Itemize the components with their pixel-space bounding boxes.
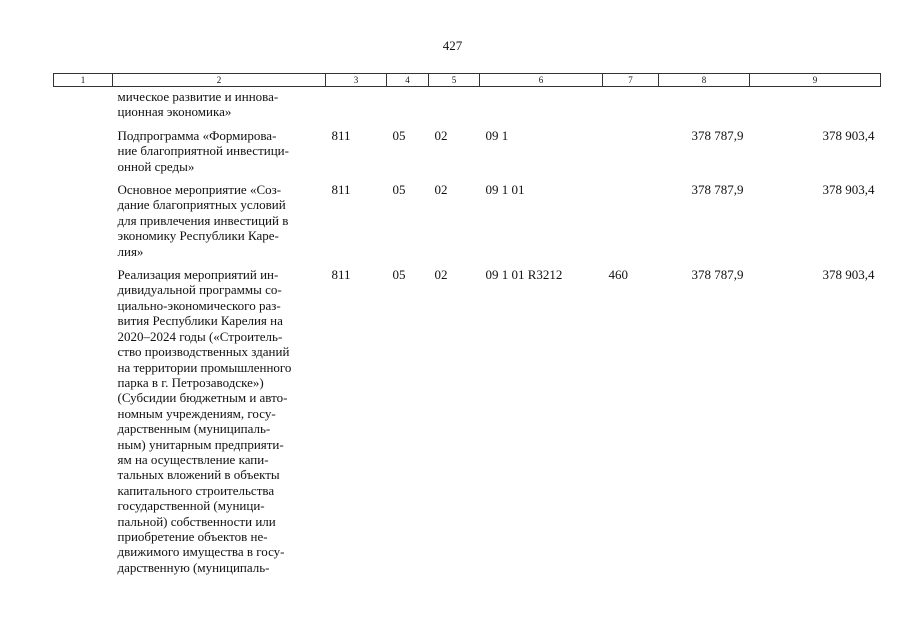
- item-name-line: ционная экономика»: [117, 104, 232, 120]
- item-name-line: пальной) собственности или: [117, 513, 276, 529]
- item-name-line: экономику Республики Каре-: [117, 228, 279, 244]
- cell-item-name: [113, 120, 326, 174]
- item-name-line: на территории промышленного: [117, 359, 292, 375]
- cell-section: 05: [392, 182, 406, 198]
- cell-row-number: [54, 259, 113, 575]
- cell-subsection: [429, 87, 480, 120]
- cell-target-article: 09 1: [485, 127, 509, 143]
- item-name-line: ние благоприятной инвестици-: [117, 143, 289, 159]
- cell-amount-year-2: 378 903,4: [822, 182, 875, 198]
- column-header-1: 1: [54, 74, 113, 87]
- item-name-line: дание благоприятных условий: [117, 197, 286, 213]
- column-header-8: 8: [659, 74, 750, 87]
- cell-row-number: [54, 120, 113, 174]
- cell-item-name: [113, 174, 326, 259]
- item-name-line: циально-экономического раз-: [117, 297, 281, 313]
- table-row: [54, 259, 881, 575]
- item-name-line: для привлечения инвестиций в: [117, 212, 289, 228]
- cell-section: 05: [392, 127, 406, 143]
- column-header-2: 2: [113, 74, 326, 87]
- cell-amount-year-2: [750, 87, 881, 120]
- cell-row-number: [54, 87, 113, 120]
- cell-target-article: [480, 87, 603, 120]
- item-name-line: капитального строительства: [117, 482, 275, 498]
- item-name-line: онной среды»: [117, 158, 195, 174]
- cell-amount-year-1: 378 787,9: [691, 267, 744, 283]
- cell-admin-code: 811: [331, 267, 351, 283]
- cell-target-article: 09 1 01: [485, 182, 525, 198]
- item-name-line: движимого имущества в госу-: [117, 544, 285, 560]
- item-name-line: парка в г. Петрозаводске»): [117, 374, 264, 390]
- cell-amount-year-1: 378 787,9: [691, 182, 744, 198]
- item-name-line: мическое развитие и иннова-: [117, 89, 279, 104]
- column-header-6: 6: [480, 74, 603, 87]
- column-header-5: 5: [429, 74, 480, 87]
- item-name-line: вития Республики Карелия на: [117, 313, 283, 329]
- item-name-line: государственной (муници-: [117, 498, 265, 514]
- item-name-line: 2020–2024 годы («Строитель-: [117, 328, 283, 344]
- table-row: [54, 120, 881, 174]
- cell-amount-year-2: 378 903,4: [822, 127, 875, 143]
- cell-admin-code: [326, 87, 387, 120]
- cell-section: 05: [392, 267, 406, 283]
- item-name-line: дарственным (муниципаль-: [117, 421, 271, 437]
- table-row: [54, 174, 881, 259]
- cell-amount-year-1: 378 787,9: [691, 127, 744, 143]
- table-body: [54, 87, 881, 576]
- cell-subsection: 02: [434, 267, 448, 283]
- cell-expense-type: [603, 174, 659, 259]
- page-number: 427: [442, 38, 463, 53]
- cell-item-name: [113, 259, 326, 575]
- header-row: [54, 74, 881, 87]
- item-name-line: дивидуальной программы со-: [117, 282, 282, 298]
- cell-target-article: 09 1 01 R3212: [485, 267, 563, 283]
- item-name-line: ным) унитарным предприяти-: [117, 436, 284, 452]
- column-header-7: 7: [603, 74, 659, 87]
- cell-admin-code: 811: [331, 182, 351, 198]
- item-name-line: дарственную (муниципаль-: [117, 559, 270, 575]
- budget-table: [53, 73, 881, 575]
- item-name-line: тальных вложений в объекты: [117, 467, 280, 483]
- item-name-line: ям на осуществление капи-: [117, 451, 269, 467]
- cell-section: [387, 87, 429, 120]
- item-name-line: Подпрограмма «Формирова-: [117, 127, 277, 143]
- column-header-9: 9: [750, 74, 881, 87]
- cell-admin-code: 811: [331, 127, 351, 143]
- item-name-line: приобретение объектов не-: [117, 528, 268, 544]
- cell-expense-type: 460: [608, 267, 628, 283]
- item-name-line: ство производственных зданий: [117, 344, 290, 360]
- cell-expense-type: [603, 87, 659, 120]
- cell-expense-type: [603, 120, 659, 174]
- column-header-4: 4: [387, 74, 429, 87]
- item-name-line: Реализация мероприятий ин-: [117, 267, 279, 283]
- cell-amount-year-2: 378 903,4: [822, 267, 875, 283]
- cell-subsection: 02: [434, 182, 448, 198]
- cell-row-number: [54, 174, 113, 259]
- table-row: [54, 87, 881, 120]
- item-name-line: (Субсидии бюджетным и авто-: [117, 390, 288, 406]
- item-name-line: Основное мероприятие «Соз-: [117, 182, 282, 198]
- cell-subsection: 02: [434, 127, 448, 143]
- item-name-line: номным учреждениям, госу-: [117, 405, 276, 421]
- cell-amount-year-1: [659, 87, 750, 120]
- column-header-3: 3: [326, 74, 387, 87]
- cell-item-name: [113, 87, 326, 120]
- item-name-line: лия»: [117, 243, 144, 259]
